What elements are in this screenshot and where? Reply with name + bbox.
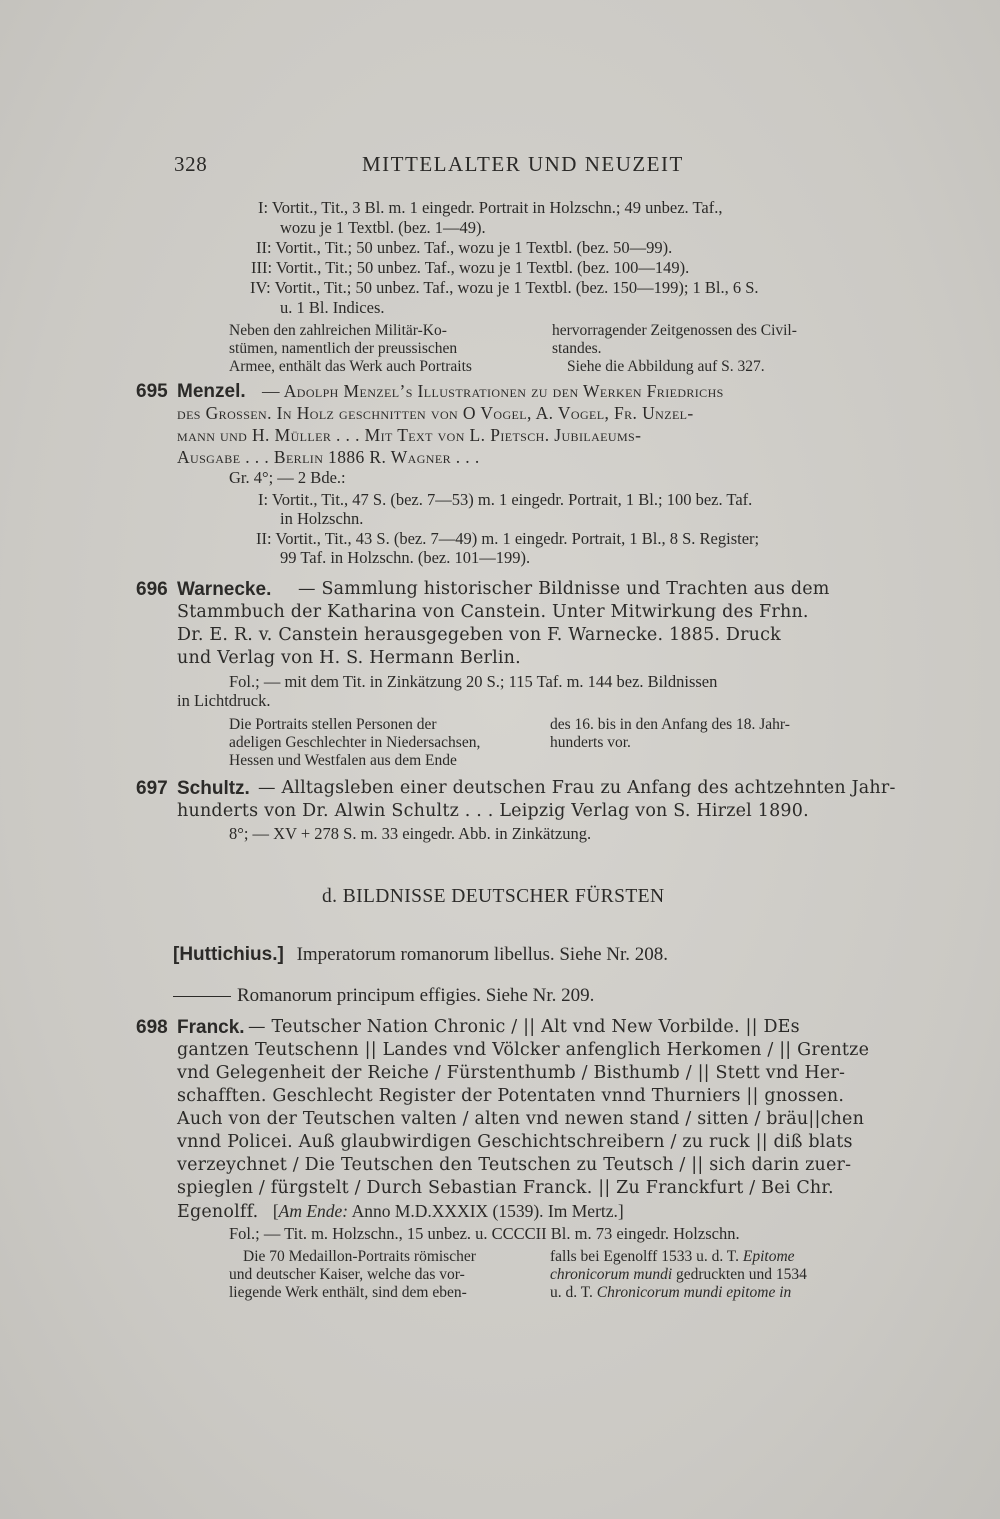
entry-number: 696: [136, 579, 168, 600]
note-text: falls bei Egenolff 1533 u. d. T.: [550, 1248, 739, 1265]
note-left-line: Neben den zahlreichen Militär-Ko-: [229, 322, 447, 339]
vol-line: 99 Taf. in Holzschn. (bez. 101—199).: [280, 548, 531, 567]
entry-title-line: schafften. Geschlecht Register der Potentaten vnnd Thurniers || gnossen.: [177, 1086, 845, 1106]
entry-title-line: — Alltagsleben einer deutschen Frau zu Anfang des achtzehnten Jahr-: [258, 778, 896, 798]
note-left-line: liegende Werk enthält, sind dem eben-: [229, 1284, 467, 1301]
note-left-line: Die Portraits stellen Personen der: [229, 716, 437, 733]
ref-text: Imperatorum romanorum libellus. Siehe Nr. 208.: [296, 944, 669, 965]
note-left-line: stümen, namentlich der preussischen: [229, 340, 458, 357]
ditto-dash: [173, 996, 231, 997]
entry-author: Schultz.: [177, 778, 250, 799]
entry-title-line: Ausgabe . . . Berlin 1886 R. Wagner . . .: [177, 447, 480, 467]
note-right-line: [550, 1284, 791, 1302]
entry-title-line: spieglen / fürgstelt / Durch Sebastian Franck. || Zu Franckfurt / Bei Chr.: [177, 1178, 834, 1198]
cross-reference: [173, 985, 594, 1007]
vol-line: I: Vortit., Tit., 3 Bl. m. 1 eingedr. Portrait in Holzschn.; 49 unbez. Taf.,: [258, 198, 723, 217]
format-line: in Lichtdruck.: [177, 691, 271, 710]
entry-title-line: mann und H. Müller . . . Mit Text von L. Pietsch. Jubilaeums-: [177, 425, 642, 445]
vol-line: III: Vortit., Tit.; 50 unbez. Taf., wozu je 1 Textbl. (bez. 100—149).: [251, 258, 690, 277]
vol-line: II: Vortit., Tit., 43 S. (bez. 7—49) m. 1 eingedr. Portrait, 1 Bl., 8 S. Register;: [256, 529, 760, 548]
note-text: gedruckten und 1534: [676, 1266, 807, 1283]
format-line: 8°; — XV + 278 S. m. 33 eingedr. Abb. in Zinkätzung.: [229, 824, 592, 843]
vol-line: IV: Vortit., Tit.; 50 unbez. Taf., wozu je 1 Textbl. (bez. 150—199); 1 Bl., 6 S.: [250, 278, 759, 297]
entry-title-line: Auch von der Teutschen valten / alten vnd newen stand / sitten / bräu||chen: [177, 1109, 865, 1129]
note-italic: chronicorum mundi: [550, 1266, 673, 1283]
note-right-line: des 16. bis in den Anfang des 18. Jahr-: [550, 716, 790, 733]
note-left-line: adeligen Geschlechter in Niedersachsen,: [229, 734, 481, 751]
entry-title-line: — Adolph Menzel’s Illustrationen zu den Werken Friedrichs: [262, 381, 724, 401]
format-line: Fol.; — Tit. m. Holzschn., 15 unbez. u. CCCCII Bl. m. 73 eingedr. Holzschn.: [229, 1224, 740, 1243]
entry-author: Menzel.: [177, 381, 246, 402]
format-line: Fol.; — mit dem Tit. in Zinkätzung 20 S.; 115 Taf. m. 144 bez. Bildnissen: [229, 672, 718, 691]
entry-title-line: [177, 1201, 624, 1222]
entry-author: Warnecke.: [177, 579, 272, 600]
cross-reference: [173, 944, 668, 966]
note-right-line: [550, 1248, 795, 1266]
entry-title-line: Stammbuch der Katharina von Canstein. Unter Mitwirkung des Frhn.: [177, 602, 809, 622]
ref-text: Romanorum principum effigies. Siehe Nr. 209.: [237, 985, 595, 1006]
entry-number: 698: [136, 1017, 168, 1038]
vol-line: in Holzschn.: [280, 509, 364, 528]
note-text: u. d. T.: [550, 1284, 593, 1301]
note-right-line: hervorragender Zeitgenossen des Civil-: [552, 322, 797, 339]
note-right-line: standes.: [552, 340, 602, 357]
format-line: Gr. 4°; — 2 Bde.:: [229, 468, 346, 487]
colophon-label: Am Ende:: [278, 1201, 349, 1221]
entry-title-line: und Verlag von H. S. Hermann Berlin.: [177, 648, 521, 668]
note-left-line: und deutscher Kaiser, welche das vor-: [229, 1266, 465, 1283]
vol-line: II: Vortit., Tit.; 50 unbez. Taf., wozu je 1 Textbl. (bez. 50—99).: [256, 238, 673, 257]
entry-title-line: Dr. E. R. v. Canstein herausgegeben von F. Warnecke. 1885. Druck: [177, 625, 781, 645]
note-right-line: Siehe die Abbildung auf S. 327.: [567, 358, 765, 375]
entry-title-line: verzeychnet / Die Teutschen den Teutschen zu Teutsch / || sich darin zuer-: [177, 1155, 852, 1175]
entry-title-line: — Sammlung historischer Bildnisse und Trachten aus dem: [298, 579, 830, 599]
note-left-line: Hessen und Westfalen aus dem Ende: [229, 752, 457, 769]
note-italic: Chronicorum mundi epitome in: [596, 1284, 792, 1301]
entry-title-line: vnd Gelegenheit der Reiche / Fürstenthumb / Bisthumb / || Stett vnd Her-: [177, 1063, 846, 1083]
note-italic: Epitome: [742, 1248, 795, 1265]
page-number: 328: [174, 152, 208, 176]
note-right-line: hunderts vor.: [550, 734, 631, 751]
running-title: MITTELALTER UND NEUZEIT: [362, 152, 684, 176]
entry-title-line: gantzen Teutschenn || Landes vnd Völcker anfenglich Herkomen / || Grentze: [177, 1040, 870, 1060]
publisher: Egenolff.: [177, 1202, 259, 1222]
entry-title-line: des Grossen. In Holz geschnitten von O Vogel, A. Vogel, Fr. Unzel-: [177, 403, 694, 423]
vol-line: u. 1 Bl. Indices.: [280, 298, 385, 317]
note-left-line: Die 70 Medaillon-Portraits römischer: [243, 1248, 476, 1265]
colophon-text: Anno M.D.XXXIX (1539). Im Mertz.]: [351, 1201, 624, 1221]
entry-title-line: — Teutscher Nation Chronic / || Alt vnd New Vorbilde. || DEs: [248, 1017, 800, 1037]
entry-number: 695: [136, 381, 168, 402]
entry-title-line: vnnd Policei. Auß glaubwirdigen Geschichtschreibern / zu ruck || diß blats: [177, 1132, 853, 1152]
colophon-bracket: [: [272, 1201, 279, 1221]
ref-author: [Huttichius.]: [173, 944, 284, 965]
vol-line: wozu je 1 Textbl. (bez. 1—49).: [280, 218, 486, 237]
note-right-line: [550, 1266, 807, 1284]
section-heading: d. BILDNISSE DEUTSCHER FÜRSTEN: [322, 886, 665, 907]
entry-number: 697: [136, 778, 168, 799]
entry-title-line: hunderts von Dr. Alwin Schultz . . . Leipzig Verlag von S. Hirzel 1890.: [177, 801, 809, 821]
entry-author: Franck.: [177, 1017, 245, 1038]
vol-line: I: Vortit., Tit., 47 S. (bez. 7—53) m. 1 eingedr. Portrait, 1 Bl.; 100 bez. Taf.: [258, 490, 753, 509]
note-left-line: Armee, enthält das Werk auch Portraits: [229, 358, 472, 375]
